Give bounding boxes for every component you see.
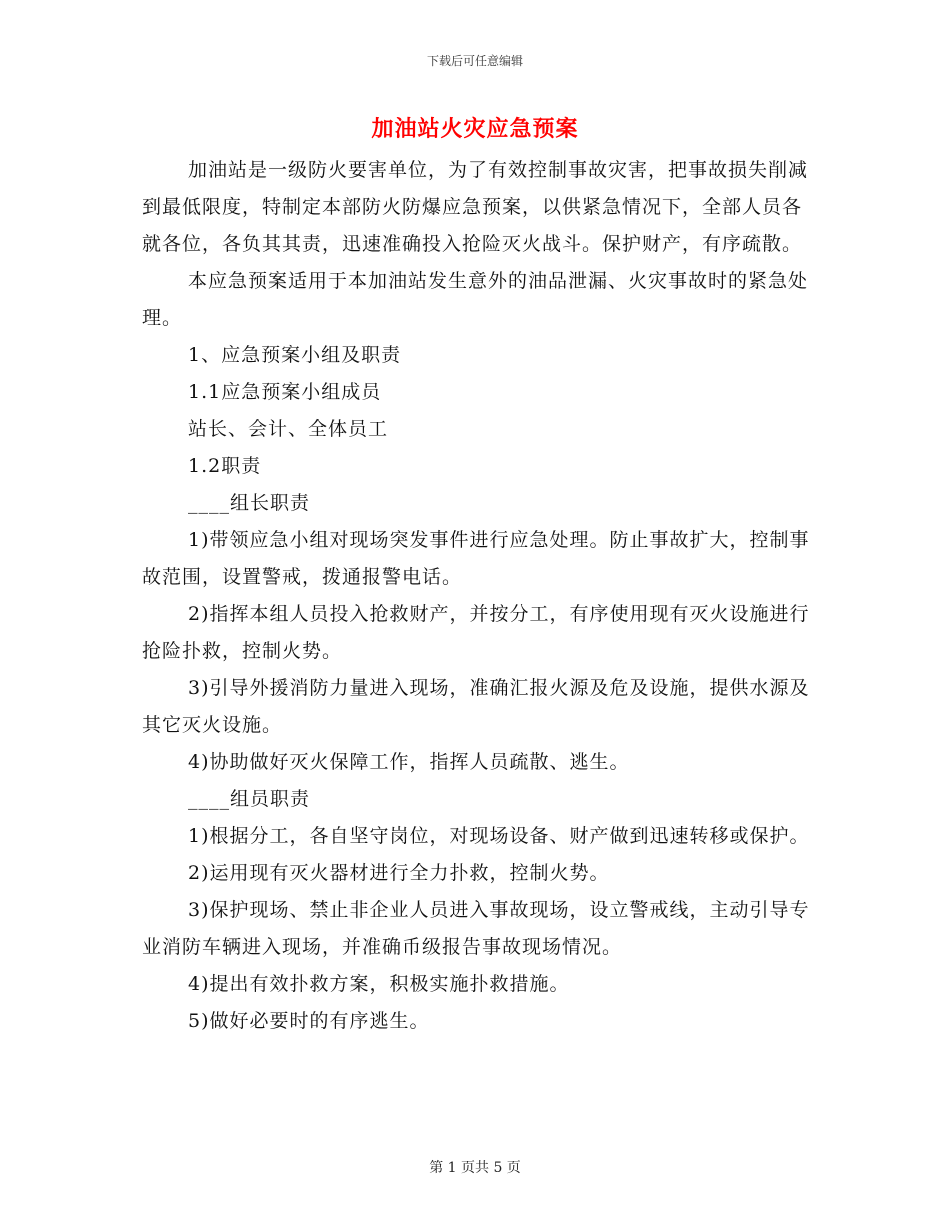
member-duty-5: 5)做好必要时的有序逃生。 <box>188 1010 430 1032</box>
paragraph-scope: 本应急预案适用于本加油站发生意外的油品泄漏、火灾事故时的紧急处理。 <box>142 270 809 329</box>
section-heading-1-1: 1.1应急预案小组成员 <box>188 381 382 403</box>
member-duties-heading: ____组员职责 <box>188 788 311 810</box>
page-footer: 第 1 页共 5 页 <box>429 1160 521 1176</box>
leader-duty-4: 4)协助做好灭火保障工作，指挥人员疏散、逃生。 <box>188 751 630 773</box>
leader-duty-2: 2)指挥本组人员投入抢救财产，并按分工，有序使用现有灭火设施进行抢险扑救，控制火势。 <box>142 603 810 662</box>
document-title: 加油站火灾应急预案 <box>371 116 579 142</box>
leader-duty-1: 1)带领应急小组对现场突发事件进行应急处理。防止事故扩大，控制事故范围，设置警戒，拨通报警电话。 <box>142 529 810 588</box>
member-duty-4: 4)提出有效扑救方案，积极实施扑救措施。 <box>188 973 570 995</box>
document-body <box>142 152 810 1040</box>
member-duty-2: 2)运用现有灭火器材进行全力扑救，控制火势。 <box>188 862 610 884</box>
section-heading-1-2: 1.2职责 <box>188 455 262 477</box>
member-duty-3: 3)保护现场、禁止非企业人员进入事故现场，设立警戒线，主动引导专业消防车辆进入现场，并准确币级报告事故现场情况。 <box>142 899 810 958</box>
member-duty-1: 1)根据分工，各自坚守岗位，对现场设备、财产做到迅速转移或保护。 <box>188 825 810 847</box>
page-header: 下载后可任意编辑 <box>426 54 523 68</box>
leader-duty-3: 3)引导外援消防力量进入现场，准确汇报火源及危及设施，提供水源及其它灭火设施。 <box>142 677 810 736</box>
members-list: 站长、会计、全体员工 <box>188 418 389 440</box>
paragraph-intro: 加油站是一级防火要害单位，为了有效控制事故灾害，把事故损失削减到最低限度，特制定本部防火防爆应急预案，以供紧急情况下，全部人员各就各位，各负其其责，迅速准确投入抢险灭火战斗。保护财产，有序疏散。 <box>142 159 809 255</box>
section-heading-1: 1、应急预案小组及职责 <box>188 344 402 366</box>
leader-duties-heading: ____组长职责 <box>188 492 311 514</box>
